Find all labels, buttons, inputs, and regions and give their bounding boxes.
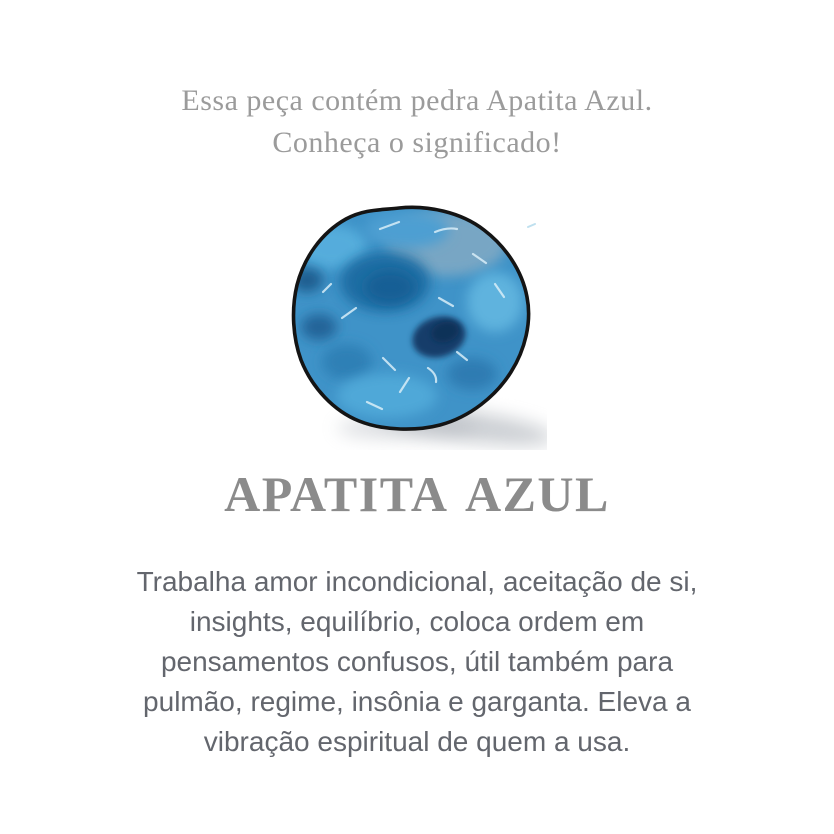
description-line-3: pensamentos confusos, útil também para (160, 646, 674, 677)
stone-speck (528, 224, 535, 227)
description-line-1: Trabalha amor incondicional, aceitação de si, (136, 566, 698, 597)
intro-line-2: Conheça o significado! (272, 126, 562, 159)
blue-apatite-stone-illustration (287, 202, 547, 450)
stone-name-title: APATITA AZUL (224, 466, 610, 522)
intro-line-1: Essa peça contém pedra Apatita Azul. (181, 84, 653, 117)
intro-text (0, 80, 834, 164)
description-line-4: pulmão, regime, insônia e garganta. Eleva a (143, 686, 691, 717)
stone-description (0, 562, 834, 762)
description-line-5: vibração espiritual de quem a usa. (203, 726, 631, 757)
description-line-2: insights, equilíbrio, coloca ordem em (189, 606, 645, 637)
stone-illustration-container (0, 202, 834, 450)
